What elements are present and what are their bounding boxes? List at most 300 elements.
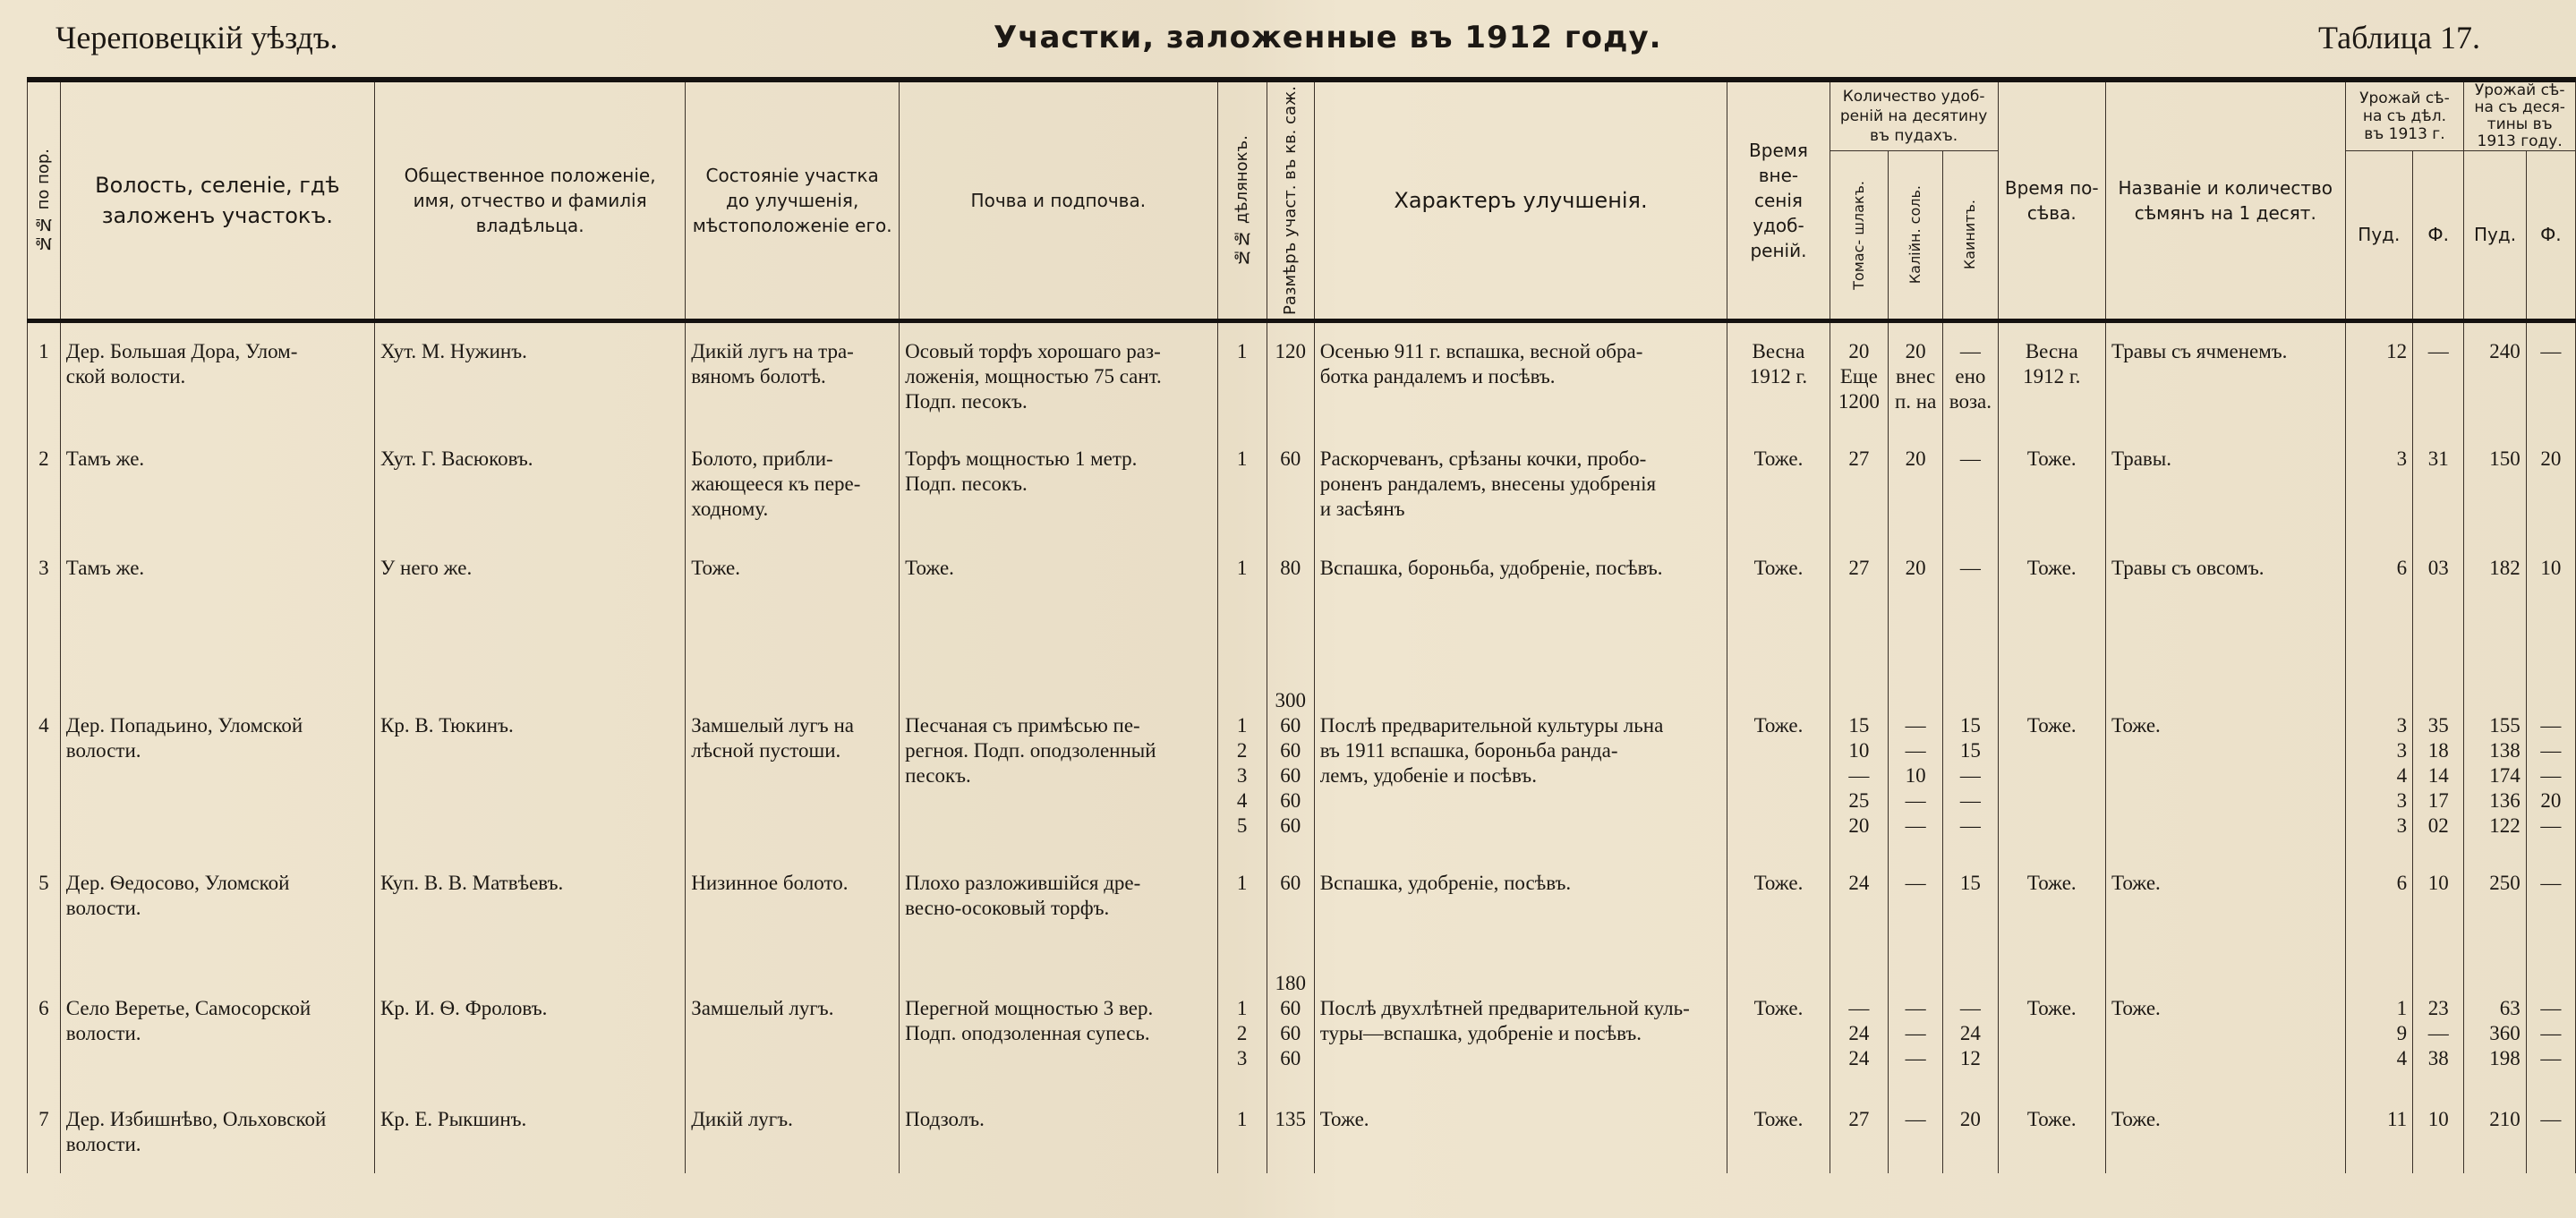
plots-line: 1 <box>1236 713 1248 737</box>
cell-state <box>686 955 900 1091</box>
cell-volost <box>60 672 374 855</box>
cell-owner <box>375 955 686 1091</box>
cell-yield-f <box>2413 320 2464 430</box>
kali-line: 20 <box>1905 556 1926 579</box>
fert-time-line: 1912 г. <box>1749 364 1808 388</box>
yield-pud-line: 3 <box>2396 788 2408 812</box>
num-value: 6 <box>38 996 49 1019</box>
soil-line: Подп. песокъ. <box>905 389 1028 413</box>
col-size-header: Размѣръ участ. въ кв. саж. <box>1267 82 1314 320</box>
thomas-line: 27 <box>1848 556 1870 579</box>
cell-num <box>28 955 61 1091</box>
fert-time-line: Тоже. <box>1753 556 1804 579</box>
col-state-header: Состояніе участка до улучшенія, мѣстоположеніе его. <box>686 82 900 320</box>
yield-pud-line: 6 <box>2396 556 2408 579</box>
soil-line: песокъ. <box>905 763 971 787</box>
thomas-line: 25 <box>1848 788 1870 812</box>
kali-line: — <box>1905 1021 1926 1044</box>
cell-seeds <box>2106 672 2346 855</box>
des-pud-line: 210 <box>2489 1107 2521 1130</box>
des-f-line: — <box>2540 1021 2562 1044</box>
cell-volost <box>60 855 374 955</box>
owner-line: Хут. Г. Васюковъ. <box>380 447 533 470</box>
cell-owner <box>375 1091 686 1173</box>
cell-state <box>686 320 900 430</box>
cell-sow-time <box>1998 1091 2105 1173</box>
soil-line: Перегной мощностью 3 вер. <box>905 996 1154 1019</box>
col-plots-header: №№ дѣлянокъ. <box>1217 82 1267 320</box>
state-line: Дикій лугъ на тра- <box>691 339 854 362</box>
cell-thomas <box>1830 672 1888 855</box>
cell-des-f <box>2526 430 2575 540</box>
cell-size <box>1267 855 1314 955</box>
cell-volost <box>60 320 374 430</box>
owner-line: Куп. В. В. Матвѣевъ. <box>380 871 564 894</box>
cell-state <box>686 430 900 540</box>
col-yield-header: Урожай сѣ- на съ дѣл. въ 1913 г. <box>2345 82 2464 151</box>
kainit-line: воза. <box>1949 389 1992 413</box>
kali-line: — <box>1905 1107 1926 1130</box>
col-y-pud-header: Пуд. <box>2345 151 2413 321</box>
kainit-line: 15 <box>1959 871 1981 894</box>
cell-sow-time <box>1998 955 2105 1091</box>
col-y-f-header: Ф. <box>2413 151 2464 321</box>
kainit-line: 20 <box>1959 1107 1981 1130</box>
cell-state <box>686 855 900 955</box>
des-f-line: — <box>2540 1107 2562 1130</box>
num-value: 5 <box>38 871 49 894</box>
kali-line: — <box>1905 1046 1926 1069</box>
thomas-line: — <box>1848 996 1870 1019</box>
seeds-line: Тоже. <box>2111 1107 2161 1130</box>
num-value: 3 <box>38 556 49 579</box>
seeds-line: Тоже. <box>2111 996 2161 1019</box>
cell-fert-time <box>1727 672 1830 855</box>
sow-time-line: Тоже. <box>2026 556 2077 579</box>
improvement-line: Вспашка, бороньба, удобреніе, посѣвъ. <box>1319 556 1663 579</box>
num-value: 7 <box>38 1107 49 1130</box>
yield-pud-line: 3 <box>2396 447 2408 470</box>
thomas-line: 20 <box>1848 813 1870 837</box>
cell-kali <box>1888 955 1942 1091</box>
kali-line: — <box>1905 996 1926 1019</box>
col-thomas-header: Томас- шлакъ. <box>1830 151 1888 321</box>
kali-line: 20 <box>1905 339 1926 362</box>
plots-line: 1 <box>1236 871 1248 894</box>
sow-time-line: Тоже. <box>2026 996 2077 1019</box>
cell-kainit <box>1943 540 1998 672</box>
size-line: 60 <box>1280 713 1301 737</box>
col-num-header: №№ по пор. <box>28 82 61 320</box>
improvement-line: лемъ, удобеніе и посѣвъ. <box>1319 763 1537 787</box>
cell-fert-time <box>1727 430 1830 540</box>
plots-line: 1 <box>1236 1107 1248 1130</box>
cell-yield-pud <box>2345 1091 2413 1173</box>
state-line: Тоже. <box>691 556 740 579</box>
des-pud-line: 63 <box>2499 996 2521 1019</box>
fert-time-line: Тоже. <box>1753 996 1804 1019</box>
size-line: 120 <box>1275 339 1306 362</box>
des-pud-line: 360 <box>2489 1021 2521 1044</box>
cell-sow-time <box>1998 540 2105 672</box>
cell-plots <box>1217 855 1267 955</box>
plots-line: 1 <box>1236 556 1248 579</box>
soil-line: Песчаная съ примѣсью пе- <box>905 713 1140 737</box>
table-row <box>28 320 2576 430</box>
yield-f-line: 35 <box>2427 713 2449 737</box>
cell-plots <box>1217 955 1267 1091</box>
cell-thomas <box>1830 1091 1888 1173</box>
sow-time-line: Тоже. <box>2026 1107 2077 1130</box>
des-f-line: — <box>2540 996 2562 1019</box>
state-line: Замшелый лугъ. <box>691 996 834 1019</box>
volost-line: Тамъ же. <box>65 556 145 579</box>
cell-yield-f <box>2413 855 2464 955</box>
col-owner-header: Общественное положеніе, имя, отчество и фамилія владѣльца. <box>375 82 686 320</box>
col-fert-time-header: Время вне- сенія удоб- реній. <box>1727 82 1830 320</box>
cell-improvement <box>1314 320 1727 430</box>
col-kainit-header: Каинитъ. <box>1943 151 1998 321</box>
yield-pud-line: 4 <box>2396 763 2408 787</box>
col-d-pud-header: Пуд. <box>2464 151 2526 321</box>
cell-yield-pud <box>2345 672 2413 855</box>
kainit-line: 24 <box>1959 1021 1981 1044</box>
improvement-line: Послѣ предварительной культуры льна <box>1319 713 1664 737</box>
county-title: Череповецкій уѣздъ. <box>55 20 338 55</box>
cell-sow-time <box>1998 855 2105 955</box>
yield-pud-line: 6 <box>2396 871 2408 894</box>
cell-plots <box>1217 672 1267 855</box>
kali-line: — <box>1905 713 1926 737</box>
cell-soil <box>900 320 1217 430</box>
kali-line: внес <box>1896 364 1936 388</box>
cell-owner <box>375 540 686 672</box>
cell-yield-pud <box>2345 540 2413 672</box>
owner-line: Кр. В. Тюкинъ. <box>380 713 514 737</box>
owner-line: Кр. И. Ѳ. Фроловъ. <box>380 996 548 1019</box>
soil-line: весно-осоковый торфъ. <box>905 896 1110 919</box>
state-line: Болото, прибли- <box>691 447 833 470</box>
fert-time-line: Тоже. <box>1753 447 1804 470</box>
des-f-line: — <box>2540 871 2562 894</box>
cell-des-pud <box>2464 955 2526 1091</box>
sow-time-line: Тоже. <box>2026 713 2077 737</box>
size-line: 80 <box>1280 556 1301 579</box>
cell-des-pud <box>2464 430 2526 540</box>
cell-state <box>686 1091 900 1173</box>
cell-yield-f <box>2413 1091 2464 1173</box>
col-sow-time-header: Время по- сѣва. <box>1998 82 2105 320</box>
thomas-line: 24 <box>1848 1046 1870 1069</box>
cell-size <box>1267 955 1314 1091</box>
cell-owner <box>375 855 686 955</box>
cell-size <box>1267 672 1314 855</box>
kainit-line: — <box>1959 339 1981 362</box>
plots-line: 4 <box>1236 788 1248 812</box>
col-soil-header: Почва и подпочва. <box>900 82 1217 320</box>
cell-kali <box>1888 430 1942 540</box>
cell-thomas <box>1830 320 1888 430</box>
cell-volost <box>60 540 374 672</box>
size-line: 60 <box>1280 871 1301 894</box>
cell-soil <box>900 1091 1217 1173</box>
cell-soil <box>900 540 1217 672</box>
soil-line: регноя. Подп. оподзоленный <box>905 738 1156 762</box>
sow-time-line: Тоже. <box>2026 871 2077 894</box>
size-total: 180 <box>1275 971 1306 994</box>
plots-line: 3 <box>1236 1046 1248 1069</box>
sow-time-line: Тоже. <box>2026 447 2077 470</box>
cell-kali <box>1888 672 1942 855</box>
volost-line: волости. <box>65 1021 141 1044</box>
cell-seeds <box>2106 855 2346 955</box>
yield-f-line: 23 <box>2427 996 2449 1019</box>
cell-plots <box>1217 430 1267 540</box>
cell-des-f <box>2526 855 2575 955</box>
kainit-line: 15 <box>1959 713 1981 737</box>
soil-line: Подзолъ. <box>905 1107 985 1130</box>
des-pud-line: 250 <box>2489 871 2521 894</box>
improvement-line: Осенью 911 г. вспашка, весной обра- <box>1319 339 1643 362</box>
plots-line: 1 <box>1236 996 1248 1019</box>
des-pud-line: 240 <box>2489 339 2521 362</box>
sow-time-line: 1912 г. <box>2023 364 2081 388</box>
cell-kali <box>1888 540 1942 672</box>
yield-f-line: 17 <box>2427 788 2449 812</box>
improvement-line: и засѣянъ <box>1319 497 1405 520</box>
kali-line: — <box>1905 788 1926 812</box>
thomas-line: 1200 <box>1838 389 1880 413</box>
cell-num <box>28 540 61 672</box>
cell-sow-time <box>1998 320 2105 430</box>
seeds-line: Травы. <box>2111 447 2171 470</box>
size-line: 60 <box>1280 996 1301 1019</box>
des-f-line: — <box>2540 339 2562 362</box>
thomas-line: 10 <box>1848 738 1870 762</box>
improvement-line: туры—вспашка, удобреніе и посѣвъ. <box>1319 1021 1642 1044</box>
thomas-line: 20 <box>1848 339 1870 362</box>
cell-yield-pud <box>2345 855 2413 955</box>
fert-time-line: Тоже. <box>1753 713 1804 737</box>
des-f-line: — <box>2540 738 2562 762</box>
thomas-line: 24 <box>1848 1021 1870 1044</box>
des-f-line: — <box>2540 713 2562 737</box>
cell-des-pud <box>2464 540 2526 672</box>
thomas-line: 27 <box>1848 1107 1870 1130</box>
col-fert-amount-header: Количество удоб- реній на десятину въ пудахъ. <box>1830 82 1998 151</box>
cell-yield-f <box>2413 540 2464 672</box>
state-line: ходному. <box>691 497 769 520</box>
num-value: 2 <box>38 447 49 470</box>
seeds-line: Травы съ овсомъ. <box>2111 556 2265 579</box>
soil-line: Торфъ мощностью 1 метр. <box>905 447 1138 470</box>
improvement-line: въ 1911 вспашка, бороньба ранда- <box>1319 738 1618 762</box>
des-pud-line: 122 <box>2489 813 2521 837</box>
plots-line: 1 <box>1236 447 1248 470</box>
des-pud-line: 198 <box>2489 1046 2521 1069</box>
thomas-line: — <box>1848 763 1870 787</box>
table-row <box>28 1091 2576 1173</box>
plots-line: 2 <box>1236 1021 1248 1044</box>
cell-improvement <box>1314 430 1727 540</box>
cell-thomas <box>1830 540 1888 672</box>
cell-yield-pud <box>2345 320 2413 430</box>
kainit-line: — <box>1959 996 1981 1019</box>
des-pud-line: 155 <box>2489 713 2521 737</box>
soil-line: Осoвый торфъ хорошаго раз- <box>905 339 1161 362</box>
cell-des-f <box>2526 320 2575 430</box>
cell-yield-pud <box>2345 430 2413 540</box>
fert-time-line: Тоже. <box>1753 1107 1804 1130</box>
des-f-line: 10 <box>2540 556 2562 579</box>
kainit-line: — <box>1959 788 1981 812</box>
yield-f-line: 03 <box>2427 556 2449 579</box>
sow-time-line: Весна <box>2025 339 2078 362</box>
cell-kainit <box>1943 672 1998 855</box>
cell-sow-time <box>1998 430 2105 540</box>
volost-line: Село Веретье, Самосорской <box>65 996 311 1019</box>
improvement-line: Вспашка, удобреніе, посѣвъ. <box>1319 871 1572 894</box>
des-f-line: 20 <box>2540 788 2562 812</box>
cell-size <box>1267 540 1314 672</box>
seeds-line: Тоже. <box>2111 713 2161 737</box>
soil-line: Подп. оподзоленная супесь. <box>905 1021 1150 1044</box>
kainit-line: — <box>1959 447 1981 470</box>
cell-num <box>28 672 61 855</box>
owner-line: Хут. М. Нужинъ. <box>380 339 527 362</box>
yield-f-line: 31 <box>2427 447 2449 470</box>
cell-thomas <box>1830 955 1888 1091</box>
kali-line: 10 <box>1905 763 1926 787</box>
cell-des-pud <box>2464 672 2526 855</box>
cell-des-f <box>2526 955 2575 1091</box>
owner-line: Кр. Е. Рыкшинъ. <box>380 1107 527 1130</box>
cell-state <box>686 540 900 672</box>
page-title: Участки, заложенные въ 1912 году. <box>994 20 1662 55</box>
kainit-line: — <box>1959 556 1981 579</box>
volost-line: ской волости. <box>65 364 186 388</box>
des-f-line: 20 <box>2540 447 2562 470</box>
cell-improvement <box>1314 672 1727 855</box>
owner-line: У него же. <box>380 556 473 579</box>
cell-yield-f <box>2413 430 2464 540</box>
kainit-line: 15 <box>1959 738 1981 762</box>
cell-des-f <box>2526 672 2575 855</box>
plots-line: 3 <box>1236 763 1248 787</box>
cell-soil <box>900 855 1217 955</box>
state-line: вяномъ болотѣ. <box>691 364 826 388</box>
des-pud-line: 136 <box>2489 788 2521 812</box>
col-kali-header: Калійн. соль. <box>1888 151 1942 321</box>
cell-kali <box>1888 855 1942 955</box>
improvement-line: Тоже. <box>1319 1107 1369 1130</box>
cell-thomas <box>1830 430 1888 540</box>
cell-seeds <box>2106 540 2346 672</box>
size-line: 60 <box>1280 1046 1301 1069</box>
cell-seeds <box>2106 1091 2346 1173</box>
kainit-line: — <box>1959 763 1981 787</box>
seeds-line: Тоже. <box>2111 871 2161 894</box>
kainit-line: — <box>1959 813 1981 837</box>
cell-volost <box>60 430 374 540</box>
cell-des-pud <box>2464 1091 2526 1173</box>
cell-kainit <box>1943 1091 1998 1173</box>
table-row <box>28 430 2576 540</box>
cell-num <box>28 1091 61 1173</box>
cell-num <box>28 430 61 540</box>
cell-volost <box>60 955 374 1091</box>
yield-f-line: 02 <box>2427 813 2449 837</box>
seeds-line: Травы съ ячменемъ. <box>2111 339 2288 362</box>
des-pud-line: 138 <box>2489 738 2521 762</box>
table-row <box>28 672 2576 855</box>
cell-num <box>28 320 61 430</box>
cell-kainit <box>1943 430 1998 540</box>
cell-seeds <box>2106 320 2346 430</box>
table-body <box>28 320 2576 1173</box>
volost-line: Дер. Ѳедосово, Уломской <box>65 871 290 894</box>
volost-line: Дер. Попадьино, Уломской <box>65 713 303 737</box>
improvement-line: роненъ рандалемъ, внесены удобренія <box>1319 472 1657 495</box>
volost-line: волости. <box>65 1132 141 1155</box>
size-line: 60 <box>1280 788 1301 812</box>
size-line: 135 <box>1275 1107 1306 1130</box>
cell-kainit <box>1943 955 1998 1091</box>
thomas-line: 27 <box>1848 447 1870 470</box>
state-line: лѣсной пустоши. <box>691 738 841 762</box>
fert-time-line: Тоже. <box>1753 871 1804 894</box>
cell-yield-pud <box>2345 955 2413 1091</box>
kainit-line: ено <box>1955 364 1986 388</box>
size-line: 60 <box>1280 813 1301 837</box>
yield-pud-line: 3 <box>2396 738 2408 762</box>
cell-kainit <box>1943 320 1998 430</box>
cell-des-pud <box>2464 855 2526 955</box>
state-line: Замшелый лугъ на <box>691 713 854 737</box>
cell-size <box>1267 320 1314 430</box>
cell-kali <box>1888 1091 1942 1173</box>
yield-pud-line: 3 <box>2396 713 2408 737</box>
cell-des-f <box>2526 1091 2575 1173</box>
size-line: 60 <box>1280 447 1301 470</box>
fert-time-line: Весна <box>1752 339 1805 362</box>
des-pud-line: 174 <box>2489 763 2521 787</box>
cell-des-pud <box>2464 320 2526 430</box>
cell-fert-time <box>1727 320 1830 430</box>
plots-line: 5 <box>1236 813 1248 837</box>
cell-soil <box>900 672 1217 855</box>
cell-fert-time <box>1727 855 1830 955</box>
yield-pud-line: 11 <box>2386 1107 2408 1130</box>
volost-line: Дер. Большая Дора, Улом- <box>65 339 298 362</box>
cell-fert-time <box>1727 540 1830 672</box>
cell-sow-time <box>1998 672 2105 855</box>
des-f-line: — <box>2540 763 2562 787</box>
table-row <box>28 855 2576 955</box>
cell-state <box>686 672 900 855</box>
size-line: 60 <box>1280 1021 1301 1044</box>
kainit-line: 12 <box>1959 1046 1981 1069</box>
cell-plots <box>1217 540 1267 672</box>
yield-f-line: 10 <box>2427 871 2449 894</box>
col-volost-header: Волость, селеніе, гдѣ заложенъ участокъ. <box>60 82 374 320</box>
kali-line: п. на <box>1894 389 1937 413</box>
table-row <box>28 955 2576 1091</box>
cell-kainit <box>1943 855 1998 955</box>
volost-line: Тамъ же. <box>65 447 145 470</box>
kali-line: — <box>1905 738 1926 762</box>
soil-line: Плохо разложившійся дре- <box>905 871 1141 894</box>
